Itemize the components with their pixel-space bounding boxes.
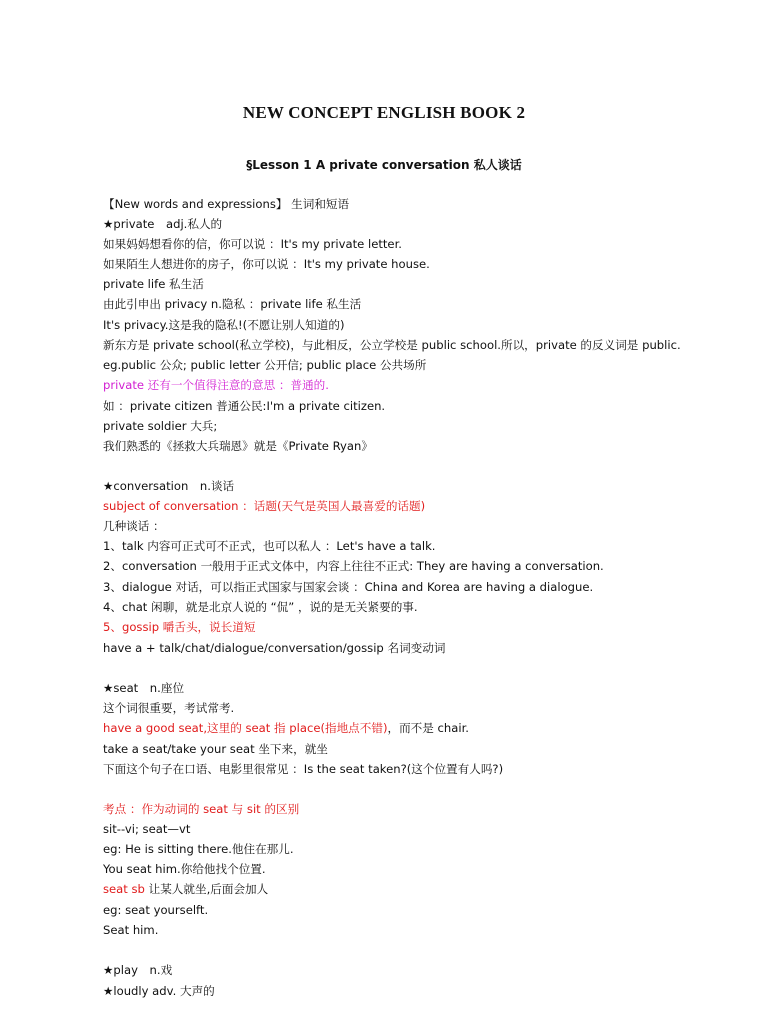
text-line: eg: seat yourselft. [103,903,209,917]
entry-play: ★play n.戏 [103,963,173,977]
text-line: 1、talk 内容可正式可不正式，也可以私人 ：Let's have a talk. [103,539,436,553]
text-line: sit--vi; seat—vt [103,822,191,836]
highlight-line: have a good seat,这里的 seat 指 place(指地点不错)，而不是 chair. [103,721,469,735]
entry-loudly: ★loudly adv. 大声的 [103,984,215,998]
text-line: 2、conversation 一般用于正式文体中，内容上往往不正式: They are having a conversation. [103,559,604,573]
text-line: 如果陌生人想进你的房子，你可以说 ：It's my private house. [103,257,430,271]
section-heading: 【New words and expressions】 生词和短语 [103,197,350,211]
text-line: have a + talk/chat/dialogue/conversation/gossip 名词变动词 [103,641,446,655]
highlight-line: 考点 ：作为动词的 seat 与 sit 的区别 [103,802,300,816]
entry-conversation: ★conversation n.谈话 [103,479,235,493]
text-line: 这个词很重要，考试常考. [103,701,235,715]
text-line: seat sb 让某人就坐,后面会加人 [103,882,269,896]
text-line: eg: He is sitting there.他住在那儿. [103,842,294,856]
text-line: You seat him.你给他找个位置. [103,862,266,876]
document-title: NEW CONCEPT ENGLISH BOOK 2 [242,103,526,122]
text-line: 由此引申出 privacy n.隐私 ：private life 私生活 [103,297,362,311]
text-line: private soldier 大兵; [103,419,218,433]
text-line: take a seat/take your seat 坐下来，就坐 [103,742,328,756]
text-line: 3、dialogue 对话，可以指正式国家与国家会谈 ：China and Korea are having a dialogue. [103,580,594,594]
text-line: It's privacy.这是我的隐私!(不愿让别人知道的) [103,318,345,332]
text-line: Seat him. [103,923,159,937]
text-line: eg.public 公众; public letter 公开信; public place 公共场所 [103,358,427,372]
text-line: 4、chat 闲聊，就是北京人说的 “侃” ，说的是无关紧要的事. [103,600,418,614]
lesson-title: §Lesson 1 A private conversation 私人谈话 [246,158,522,172]
highlight-line: 5、gossip 嚼舌头，说长道短 [103,620,256,634]
text-line: 如 ：private citizen 普通公民:I'm a private citizen. [103,399,386,413]
text-line: 下面这个句子在口语、电影里很常见 ：Is the seat taken?(这个位置有人吗?) [103,762,504,776]
text-line: 我们熟悉的《拯救大兵瑞恩》就是《Private Ryan》 [103,439,373,453]
entry-seat: ★seat n.座位 [103,681,185,695]
text-line: 如果妈妈想看你的信，你可以说 ：It's my private letter. [103,237,402,251]
highlight-line: subject of conversation ：话题(天气是英国人最喜爱的话题) [103,499,426,513]
entry-private: ★private adj.私人的 [103,217,223,231]
highlight-line: private 还有一个值得注意的意思 ：普通的. [103,378,329,392]
text-line: 新东方是 private school(私立学校)，与此相反，公立学校是 public school.所以，private 的反义词是 public. [103,338,681,352]
text-line: 几种谈话 ： [103,519,165,533]
text-line: private life 私生活 [103,277,204,291]
